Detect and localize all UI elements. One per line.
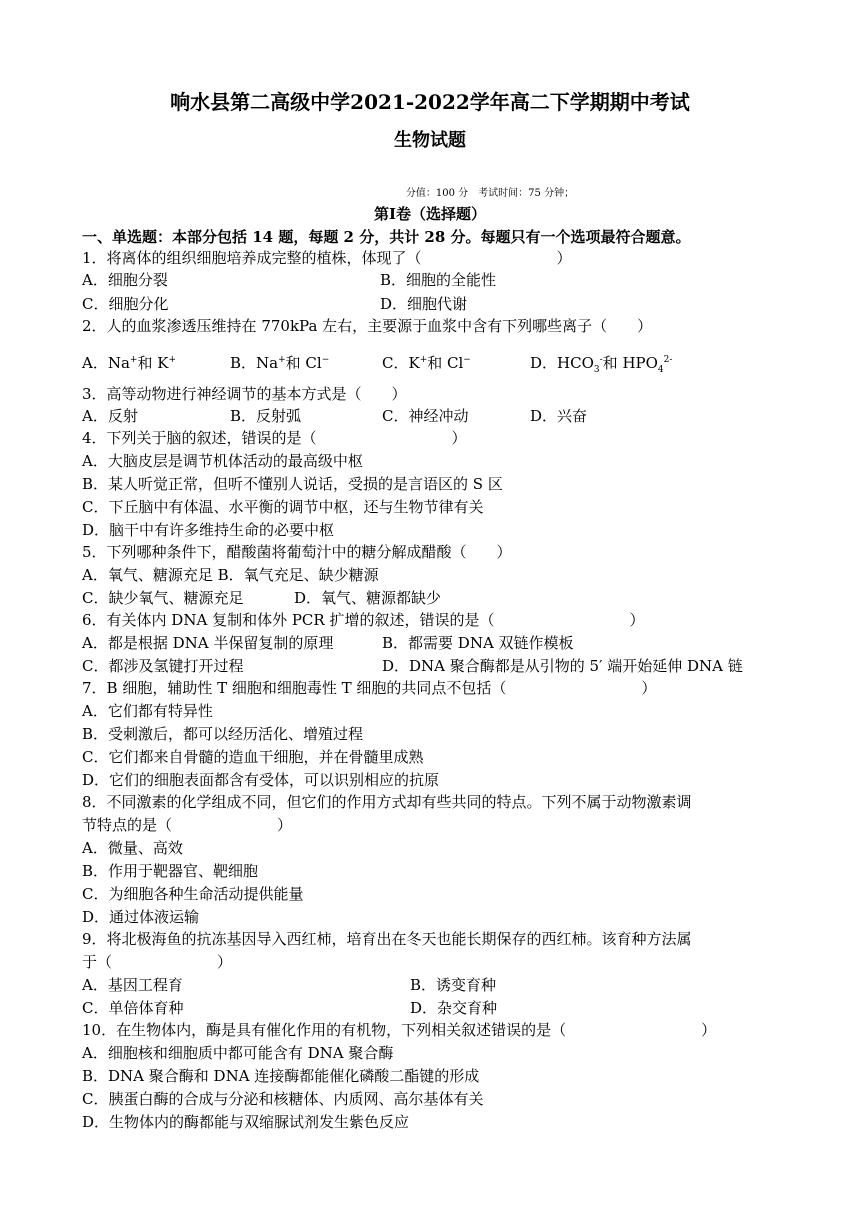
option-d: D．细胞代谢 — [380, 295, 468, 313]
option-b: B．都需要 DNA 双链作模板 — [382, 634, 574, 652]
exam-meta: 分值：100 分 考试时间：75 分钟； — [405, 188, 575, 199]
question-stem: 8．不同激素的化学组成不同，但它们的作用方式却有些共同的特点。下列不属于动物激素调 — [82, 793, 692, 811]
question-stem: 5．下列哪种条件下，醋酸菌将葡萄汁中的糖分解成醋酸（ ） — [82, 543, 512, 561]
option-d: D．它们的细胞表面都含有受体，可以识别相应的抗原 — [82, 771, 440, 789]
option-a: A．细胞核和细胞质中都可能含有 DNA 聚合酶 — [82, 1044, 394, 1062]
option-b: B．诱变育种 — [410, 976, 497, 994]
option-c: C．神经冲动 — [382, 407, 469, 425]
option-a: A．反射 — [82, 407, 138, 425]
option-a: A．大脑皮层是调节机体活动的最高级中枢 — [82, 452, 363, 470]
option-c: C．单倍体育种 — [82, 999, 184, 1017]
question-stem: 7．B 细胞，辅助性 T 细胞和细胞毒性 T 细胞的共同点不包括（ ） — [82, 679, 657, 697]
page-title: 响水县第二高级中学2021-2022学年高二下学期期中考试 — [170, 90, 690, 114]
question-stem: 4．下列关于脑的叙述，错误的是（ ） — [82, 429, 467, 447]
section-heading: 第Ⅰ卷（选择题） — [373, 205, 487, 223]
option-a: A．Na+和 K+ — [82, 354, 176, 372]
option-ab: A．氧气、糖源充足 B．氧气充足、缺少糖源 — [82, 566, 379, 584]
option-d: D．DNA 聚合酶都是从引物的 5′ 端开始延伸 DNA 链 — [382, 657, 743, 675]
option-d: D．氧气、糖源都缺少 — [294, 589, 442, 607]
question-stem: 10．在生物体内，酶是具有催化作用的有机物，下列相关叙述错误的是（ ） — [82, 1021, 717, 1039]
option-d: D．$HCO_3^-$和 $HPO_4^{2-}$ — [530, 354, 673, 375]
option-b: B．Na+和 Cl− — [230, 354, 330, 372]
option-c: C．细胞分化 — [82, 295, 169, 313]
option-d: D．兴奋 — [530, 407, 588, 425]
option-a: A．细胞分裂 — [82, 271, 168, 289]
option-a: A．微量、高效 — [82, 839, 183, 857]
instructions: 一、单选题：本部分包括 14 题，每题 2 分，共计 28 分。每题只有一个选项最符合题意。 — [82, 228, 691, 246]
option-c: C．K+和 Cl− — [382, 354, 471, 372]
question-stem: 9．将北极海鱼的抗冻基因导入西红柿，培育出在冬天也能长期保存的西红柿。该育种方法属 — [82, 930, 692, 948]
option-c: C．都涉及氢键打开过程 — [82, 657, 244, 675]
question-stem: 1．将离体的组织细胞培养成完整的植株，体现了（ ） — [82, 249, 572, 267]
question-stem: 2．人的血浆渗透压维持在 770kPa 左右，主要源于血浆中含有下列哪些离子（ ） — [82, 317, 653, 335]
option-d: D．脑干中有许多维持生命的必要中枢 — [82, 521, 335, 539]
option-c: C．为细胞各种生命活动提供能量 — [82, 885, 304, 903]
option-b: B．反射弧 — [230, 407, 302, 425]
option-b: B．DNA 聚合酶和 DNA 连接酶都能催化磷酸二酯键的形成 — [82, 1067, 480, 1085]
question-stem-cont: 节特点的是（ ） — [82, 816, 293, 834]
option-d: D．通过体液运输 — [82, 908, 200, 926]
question-stem: 6．有关体内 DNA 复制和体外 PCR 扩增的叙述，错误的是（ ） — [82, 611, 645, 629]
option-a: A．都是根据 DNA 半保留复制的原理 — [82, 634, 334, 652]
option-a: A．它们都有特异性 — [82, 702, 213, 720]
option-c: C．它们都来自骨髓的造血干细胞，并在骨髓里成熟 — [82, 748, 424, 766]
page-subtitle: 生物试题 — [394, 130, 466, 151]
option-c: C．下丘脑中有体温、水平衡的调节中枢，还与生物节律有关 — [82, 498, 484, 516]
option-a: A．基因工程育 — [82, 976, 183, 994]
option-b: B．作用于靶器官、靶细胞 — [82, 862, 259, 880]
option-b: B．细胞的全能性 — [380, 271, 497, 289]
option-c: C．胰蛋白酶的合成与分泌和核糖体、内质网、高尔基体有关 — [82, 1090, 484, 1108]
question-stem: 3．高等动物进行神经调节的基本方式是（ ） — [82, 385, 407, 403]
option-d: D．杂交育种 — [410, 999, 498, 1017]
option-c: C．缺少氧气、糖源充足 — [82, 589, 244, 607]
question-stem-cont: 于（ ） — [82, 953, 233, 971]
option-b: B．某人听觉正常，但听不懂别人说话，受损的是言语区的 S 区 — [82, 475, 503, 493]
option-b: B．受刺激后，都可以经历活化、增殖过程 — [82, 725, 364, 743]
option-d: D．生物体内的酶都能与双缩脲试剂发生紫色反应 — [82, 1113, 410, 1131]
